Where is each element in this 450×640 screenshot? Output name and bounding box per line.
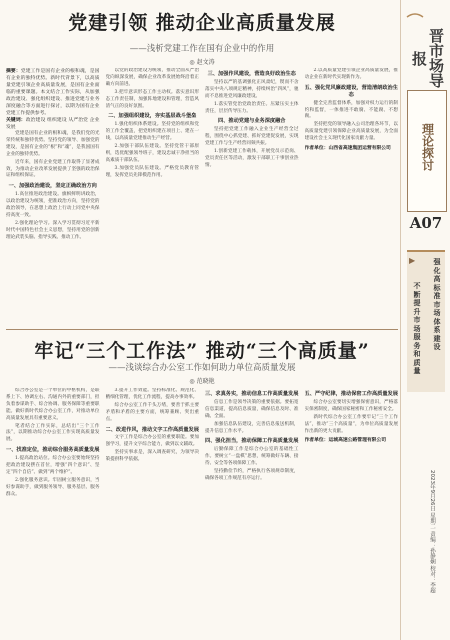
article2-col-1 <box>6 388 100 632</box>
paragraph: 1.创新党建工作载体，开展党员示范岗、党员责任区等活动，激发干部职工干事创业热情。 <box>205 149 299 168</box>
paragraph: 后勤保障工作是综合办公室的基础性工作。要树立“一盘棋”思想，统筹做好车辆、接待、安全等各项保障工作。 <box>205 447 299 467</box>
arrow-right-icon: ▶ <box>409 256 416 265</box>
article1-title: 党建引领 推动企业高质量发展 <box>68 12 336 34</box>
paragraph: 党建是国有企业的根和魂，是我们党的光荣传统和独特优势。坚持党的领导、加强党的建设，是国有企业的“根”和“魂”，是我国国有企业的独特优势。 <box>6 131 100 157</box>
article1-abstract <box>6 68 100 117</box>
article2-title: 牢记“三个工作法” 推动“三个高质量” <box>34 340 370 362</box>
paragraph: 信息工作是领导决策的重要依据。要拓宽信息渠道，提高信息质量，确保信息及时、准确、全面。 <box>205 399 299 419</box>
section-label: 理论探讨 <box>420 123 435 171</box>
article1-byline: ◎ 赵文涛 <box>189 59 215 66</box>
page-number: A07 <box>409 214 443 232</box>
article1-col-3 <box>205 68 299 326</box>
masthead-title: 晋市场导报 <box>410 28 445 88</box>
article1-col-4 <box>305 68 399 326</box>
paragraph: 坚持把党的领导融入公司治理各环节，以高质量党建引领保障企业高质量发展，为全面建设社会主义现代化国家贡献力量。 <box>304 122 398 142</box>
paragraph: 2.以高质量党建引领企业高质量发展，推动企业在新时代实现新作为。 <box>304 68 398 80</box>
article2-col-3 <box>205 388 299 632</box>
article2-subtitle: ——浅谈综合办公室工作如何助力单位高质量发展 <box>108 363 296 373</box>
paragraph: 坚持以严的基调强化正风肃纪，锲而不舍落实中央八项规定精神，持续纠治“四风”，驰而不息推进党风廉政建设。 <box>205 79 299 99</box>
paragraph: 坚持把党建工作融入企业生产经营全过程，围绕中心抓党建、抓好党建促发展，实现党建工作与生产经营同频共振。 <box>205 127 299 147</box>
section-label-box <box>407 90 447 212</box>
article1-author-note: 作者单位：山西省高速集团运营有限公司 <box>304 145 391 152</box>
paragraph: 坚持勤俭节约，严格执行各项规章制度，确保各项工作规范有序运行。 <box>205 469 299 481</box>
section-heading: 三、求真务实，推动信息工作高质量发展 <box>205 391 299 397</box>
paragraph: 3.加强党员队伍建设。严格党员教育管理，发挥党员先锋模范作用。 <box>105 165 199 178</box>
keywords-label: 关键词： <box>6 118 26 123</box>
paragraph: 近年来，国有企业党建工作取得了显著成效，为推动企业改革发展提供了坚强的政治保证和组织保证。 <box>6 159 100 179</box>
abstract-text: 党建工作是国有企业的根和魂，是国有企业的独特优势。新时代背景下，以高质量党建引领企业高质量发展，是国有企业面临的重要课题。本文结合工作实际，从加强政治建设、强化组织建设、推进党建与业务深度融合等方面进行探讨，以期为国有企业党建工作提供参考。 <box>6 69 100 116</box>
paragraph: 2.强化理论学习。深入学习贯彻习近平新时代中国特色社会主义思想，坚持用党的创新理论武装头脑、指导实践、推动工作。 <box>6 220 100 240</box>
article2-col-2 <box>106 388 200 632</box>
section-heading: 三、加强作风建设，营造良好政治生态 <box>207 71 296 77</box>
paragraph: 综合办公室是一个单位的中枢机构，是联系上下、协调左右、沟通内外的重要部门，担负着参谋助手、综合协调、服务保障等重要职能。做好新时代综合办公室工作，对推动单位高质量发展具有重要意义。 <box>6 388 100 421</box>
section-heading: 一、加强政治建设，坚定正确政治方向 <box>8 183 97 190</box>
paragraph: 健全完善监督体系，加强对权力运行的制约和监督，一体推进不敢腐、不能腐、不想腐。 <box>304 100 398 120</box>
section-heading: 五、强化党风廉政建设，营造清朗政治生态 <box>304 84 398 98</box>
section-heading: 二、改进作风，推动文字工作高质量发展 <box>105 426 199 433</box>
article1-subtitle: ——浅析党建工作在国有企业中的作用 <box>129 44 275 54</box>
article-divider <box>6 329 398 330</box>
paragraph: 综合办公室工作千头万绪，要善于抓主要矛盾和矛盾的主要方面，统筹兼顾、突出重点。 <box>105 402 199 422</box>
paragraph: 1.提高政治站位。综合办公室要始终坚持把政治建设摆在首位，增强“四个意识”、坚定“四个自信”、做到“两个维护”。 <box>6 456 100 475</box>
paragraph: 1.高位推进政治建设。旗帜鲜明讲政治，以政治建设为统领，把准政治方向，坚持党的政治领导，在思想上政治上行动上同党中央保持高度一致。 <box>6 192 100 218</box>
paragraph: 2.强化服务意识。牢固树立服务意识，当好参谋助手，做到服务领导、服务基层、服务群众。 <box>6 477 100 497</box>
section-heading: 二、加强组织建设，夯实基层战斗堡垒 <box>108 113 197 120</box>
article2-col-4 <box>305 388 399 632</box>
issue-info: 2023年9月26日 星期二 责编：孙静娴 校对：李超 <box>429 470 435 594</box>
section-heading: 四、推动党建与业务深度融合 <box>218 118 286 125</box>
paragraph: 新时代综合办公室工作要牢记“三个工作法”，推动“三个高质量”，为单位高质量发展作出新的更大贡献。 <box>304 414 398 434</box>
paragraph: 坚持实事求是，深入调查研究，为领导决策提供科学依据。 <box>105 450 199 463</box>
paragraph: 加强信息队伍建设，完善信息报送机制，提升信息工作水平。 <box>205 421 299 434</box>
paragraph: 2.加强干部队伍建设。坚持党管干部原则，选优配强领导班子，建设忠诚干净担当的高素质干部队伍。 <box>105 144 199 163</box>
paragraph: 笔者结合工作实际，总结出“三个工作法”，以期推动综合办公室工作实现高质量发展。 <box>6 423 100 443</box>
article1-keywords <box>6 117 100 131</box>
slogan-bar <box>407 250 445 392</box>
slogan-primary: 强化高标准市场体系建设 <box>433 258 441 351</box>
paragraph: 文字工作是综合办公室的重要职能。要加强学习，提升文字综合能力，做到以文辅政。 <box>105 435 199 448</box>
masthead <box>405 4 449 88</box>
article1-columns <box>6 68 398 326</box>
main-content <box>6 6 398 634</box>
paragraph: 1.落实管党治党政治责任。压紧压实主体责任，层层传导压力。 <box>205 101 299 114</box>
slogan-secondary: 不断提升市场服务和质量 <box>413 282 421 375</box>
paragraph: 3.提升工作效能。坚持标准化、规范化、精细化管理，优化工作流程，提高办事效率。 <box>105 388 199 400</box>
paragraph: 1.强化组织体系建设。坚持党的组织和党的工作全覆盖，把党组织建在项目上、建在一线，以高质量党建推动生产经营。 <box>105 122 199 142</box>
paragraph: 3.把牢意识形态工作主动权。落实意识形态工作责任制，加强阵地建设和管理，营造风清气正的良好氛围。 <box>105 89 199 109</box>
abstract-label: 摘要： <box>6 69 21 74</box>
article2-author-note: 作者单位：运城高速公路管理有限公司 <box>304 437 387 444</box>
article1-col-2 <box>106 68 200 326</box>
article2-byline: ◎ 范晓艳 <box>189 378 215 385</box>
section-heading: 一、找准定位，推动综合服务高质量发展 <box>6 447 100 454</box>
section-heading: 五、严守纪律，推动保密工作高质量发展 <box>304 391 398 397</box>
paragraph: 综合办公室要切实增强保密意识，严格落实保密制度，确保国家秘密和工作秘密安全。 <box>304 399 398 412</box>
section-heading: 四、强化担当，推动保障工作高质量发展 <box>205 438 299 445</box>
paragraph: 以党的政治建设为统领，推动全面从严治党向纵深发展，确保企业改革发展始终沿着正确方向前进。 <box>105 68 199 87</box>
page-sidebar <box>400 0 450 640</box>
masthead-logo-icon <box>405 11 425 19</box>
article2-columns <box>6 388 398 632</box>
article1-col-1 <box>6 68 100 326</box>
keywords-text: 政治建设 组织建设 从严治党 企业发展 <box>6 118 100 130</box>
